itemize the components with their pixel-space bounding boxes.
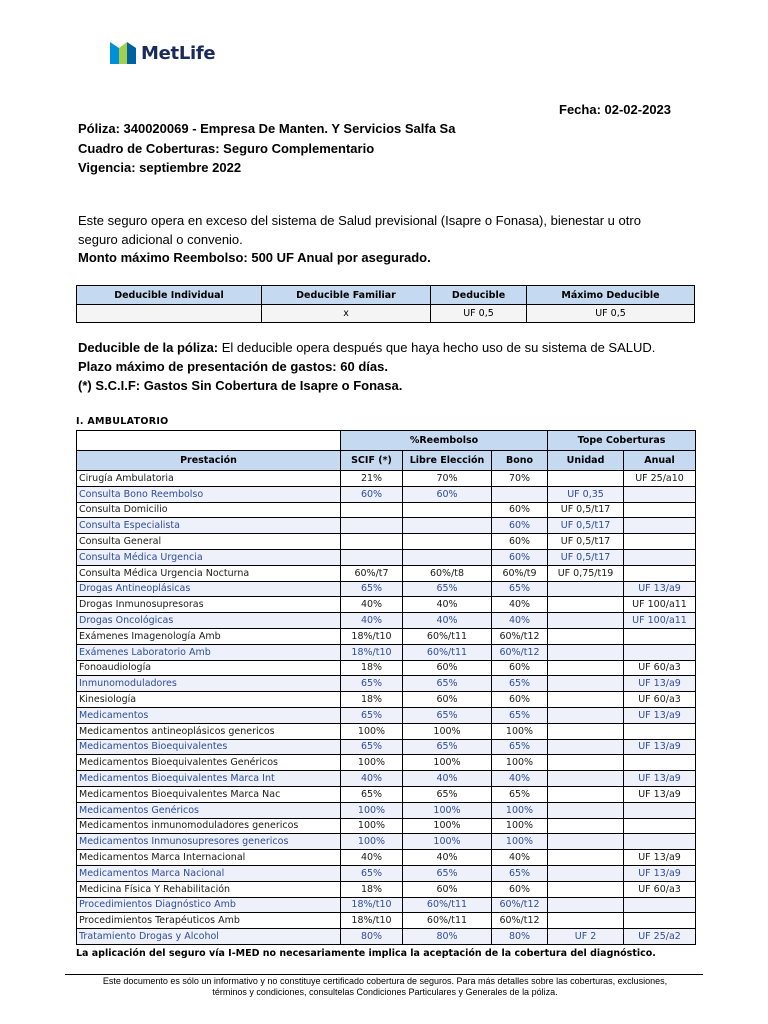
value-cell: 65% xyxy=(341,786,403,802)
value-cell xyxy=(624,802,696,818)
value-cell xyxy=(624,502,696,518)
value-cell: 60% xyxy=(492,660,548,676)
claim-deadline: Plazo máximo de presentación de gastos: 60 días. xyxy=(78,359,388,374)
footer-line-1: Este documento es sólo un informativo y no constituye certificado cobertura de seguros. Para más detalles sobre las coberturas, exclusiones, xyxy=(102,976,668,986)
deductible-value-row xyxy=(77,305,695,323)
value-cell: 65% xyxy=(341,581,403,597)
value-cell: 60%/t7 xyxy=(341,565,403,581)
table-row xyxy=(77,613,696,629)
value-cell xyxy=(548,471,624,487)
value-cell: 70% xyxy=(492,471,548,487)
value-cell xyxy=(624,897,696,913)
prestacion-cell: Tratamiento Drogas y Alcohol xyxy=(77,929,341,945)
table-row xyxy=(77,628,696,644)
value-cell: 80% xyxy=(403,929,492,945)
value-cell: 60%/t12 xyxy=(492,913,548,929)
deductible-note-text: El deducible opera después que haya hecho uso de su sistema de SALUD. xyxy=(218,340,656,355)
value-cell: 40% xyxy=(492,613,548,629)
value-cell xyxy=(548,644,624,660)
prestacion-cell: Drogas Inmunosupresoras xyxy=(77,597,341,613)
value-cell xyxy=(548,786,624,802)
validity: Vigencia: septiembre 2022 xyxy=(78,160,242,175)
coverage-header-row xyxy=(77,451,696,471)
value-cell xyxy=(403,502,492,518)
value-cell: UF 0,5/t17 xyxy=(548,534,624,550)
prestacion-cell: Exámenes Laboratorio Amb xyxy=(77,644,341,660)
value-cell: 18%/t10 xyxy=(341,897,403,913)
value-cell: 40% xyxy=(403,613,492,629)
table-row xyxy=(77,581,696,597)
value-cell: 65% xyxy=(341,707,403,723)
value-cell xyxy=(548,771,624,787)
value-cell: 100% xyxy=(403,834,492,850)
value-cell: UF 0,5/t17 xyxy=(548,502,624,518)
deductible-header: Deducible Familiar xyxy=(262,286,431,305)
deductible-header-row xyxy=(77,286,695,305)
prestacion-cell: Cirugía Ambulatoria xyxy=(77,471,341,487)
value-cell: 65% xyxy=(403,581,492,597)
value-cell: 60%/t11 xyxy=(403,897,492,913)
section-title: I. AMBULATORIO xyxy=(76,416,169,427)
prestacion-cell: Medicamentos Inmunosupresores genericos xyxy=(77,834,341,850)
value-cell xyxy=(548,802,624,818)
value-cell xyxy=(548,913,624,929)
value-cell: 65% xyxy=(492,581,548,597)
value-cell: UF 100/a11 xyxy=(624,597,696,613)
value-cell xyxy=(548,613,624,629)
prestacion-cell: Consulta Especialista xyxy=(77,518,341,534)
coverage-body xyxy=(77,471,696,945)
table-row xyxy=(77,818,696,834)
value-cell xyxy=(492,486,548,502)
value-cell xyxy=(624,834,696,850)
value-cell: 40% xyxy=(403,850,492,866)
value-cell: 65% xyxy=(403,739,492,755)
value-cell: 65% xyxy=(341,865,403,881)
value-cell: 100% xyxy=(492,802,548,818)
table-row xyxy=(77,676,696,692)
table-row xyxy=(77,660,696,676)
value-cell: UF 60/a3 xyxy=(624,881,696,897)
value-cell: 18%/t10 xyxy=(341,628,403,644)
value-cell: 60%/t8 xyxy=(403,565,492,581)
prestacion-cell: Medicamentos xyxy=(77,707,341,723)
prestacion-cell: Procedimientos Diagnóstico Amb xyxy=(77,897,341,913)
table-row xyxy=(77,771,696,787)
metlife-logo xyxy=(110,42,215,64)
value-cell: 60% xyxy=(403,881,492,897)
value-cell xyxy=(548,660,624,676)
table-row xyxy=(77,707,696,723)
value-cell: UF 25/a10 xyxy=(624,471,696,487)
prestacion-cell: Medicamentos antineoplásicos genericos xyxy=(77,723,341,739)
value-cell xyxy=(403,549,492,565)
prestacion-cell: Medicamentos inmunomoduladores genericos xyxy=(77,818,341,834)
col-scif: SCIF (*) xyxy=(341,451,403,471)
table-row xyxy=(77,471,696,487)
deductible-cell: x xyxy=(262,305,431,323)
value-cell: 40% xyxy=(341,597,403,613)
value-cell: 60% xyxy=(492,534,548,550)
deductible-header: Deducible Individual xyxy=(77,286,262,305)
value-cell: 60% xyxy=(492,518,548,534)
table-row xyxy=(77,644,696,660)
value-cell: UF 13/a9 xyxy=(624,581,696,597)
prestacion-cell: Medicamentos Bioequivalentes Genéricos xyxy=(77,755,341,771)
blank-header xyxy=(77,431,341,451)
value-cell: 60% xyxy=(492,692,548,708)
table-row xyxy=(77,739,696,755)
value-cell xyxy=(624,518,696,534)
value-cell: 18% xyxy=(341,881,403,897)
col-anual: Anual xyxy=(624,451,696,471)
value-cell xyxy=(548,850,624,866)
table-row xyxy=(77,486,696,502)
col-unidad: Unidad xyxy=(548,451,624,471)
value-cell xyxy=(624,913,696,929)
value-cell xyxy=(548,739,624,755)
value-cell xyxy=(403,534,492,550)
value-cell xyxy=(548,628,624,644)
table-row xyxy=(77,755,696,771)
value-cell: 100% xyxy=(403,802,492,818)
value-cell: 40% xyxy=(492,597,548,613)
value-cell xyxy=(624,486,696,502)
value-cell: 60% xyxy=(403,486,492,502)
value-cell: UF 60/a3 xyxy=(624,692,696,708)
value-cell xyxy=(341,534,403,550)
value-cell: UF 13/a9 xyxy=(624,739,696,755)
brand-name: MetLife xyxy=(141,42,216,64)
table-row xyxy=(77,518,696,534)
value-cell: 65% xyxy=(492,676,548,692)
max-reimbursement: Monto máximo Reembolso: 500 UF Anual por asegurado. xyxy=(78,250,431,265)
value-cell: 18%/t10 xyxy=(341,644,403,660)
metlife-logo-icon xyxy=(110,42,136,64)
value-cell: 60% xyxy=(492,881,548,897)
footer-line-2: términos y condiciones, consultelas Condiciones Particulares y Generales de la póliza. xyxy=(212,987,558,997)
value-cell: 40% xyxy=(341,850,403,866)
value-cell xyxy=(548,897,624,913)
value-cell xyxy=(624,534,696,550)
value-cell: UF 13/a9 xyxy=(624,865,696,881)
value-cell: 60% xyxy=(341,486,403,502)
prestacion-cell: Consulta General xyxy=(77,534,341,550)
prestacion-cell: Medicamentos Genéricos xyxy=(77,802,341,818)
value-cell: UF 0,35 xyxy=(548,486,624,502)
table-row xyxy=(77,565,696,581)
coverage-table xyxy=(76,430,696,945)
prestacion-cell: Fonoaudiología xyxy=(77,660,341,676)
deductible-header: Máximo Deducible xyxy=(527,286,695,305)
document-date: Fecha: 02-02-2023 xyxy=(559,102,672,117)
value-cell: UF 13/a9 xyxy=(624,676,696,692)
value-cell: 60%/t11 xyxy=(403,644,492,660)
deductible-table xyxy=(76,285,695,323)
value-cell: 100% xyxy=(403,818,492,834)
value-cell xyxy=(341,502,403,518)
value-cell xyxy=(341,549,403,565)
value-cell: 40% xyxy=(403,771,492,787)
value-cell xyxy=(548,707,624,723)
value-cell xyxy=(548,881,624,897)
value-cell: 40% xyxy=(492,771,548,787)
scif-note: (*) S.C.I.F: Gastos Sin Cobertura de Isapre o Fonasa. xyxy=(78,378,403,393)
value-cell: 65% xyxy=(403,707,492,723)
value-cell xyxy=(624,755,696,771)
value-cell: 60%/t11 xyxy=(403,628,492,644)
table-row xyxy=(77,897,696,913)
value-cell: 100% xyxy=(492,818,548,834)
value-cell: 40% xyxy=(492,850,548,866)
table-row xyxy=(77,502,696,518)
value-cell: UF 60/a3 xyxy=(624,660,696,676)
value-cell: 65% xyxy=(492,865,548,881)
prestacion-cell: Medicamentos Bioequivalentes Marca Int xyxy=(77,771,341,787)
value-cell xyxy=(548,692,624,708)
table-row xyxy=(77,786,696,802)
table-row xyxy=(77,692,696,708)
value-cell: 70% xyxy=(403,471,492,487)
col-bono: Bono xyxy=(492,451,548,471)
table-row xyxy=(77,549,696,565)
value-cell: 60%/t12 xyxy=(492,897,548,913)
value-cell: 65% xyxy=(403,865,492,881)
value-cell: 100% xyxy=(341,818,403,834)
prestacion-cell: Inmunomoduladores xyxy=(77,676,341,692)
value-cell: 18% xyxy=(341,660,403,676)
value-cell xyxy=(403,518,492,534)
value-cell xyxy=(548,676,624,692)
value-cell: 100% xyxy=(341,755,403,771)
prestacion-cell: Consulta Médica Urgencia Nocturna xyxy=(77,565,341,581)
col-prestacion: Prestación xyxy=(77,451,341,471)
deductible-header: Deducible xyxy=(431,286,527,305)
value-cell: 40% xyxy=(341,771,403,787)
value-cell xyxy=(624,565,696,581)
value-cell xyxy=(548,834,624,850)
value-cell: 100% xyxy=(341,834,403,850)
prestacion-cell: Procedimientos Terapéuticos Amb xyxy=(77,913,341,929)
coverage-title: Cuadro de Coberturas: Seguro Complementario xyxy=(78,141,375,156)
value-cell: 60%/t12 xyxy=(492,628,548,644)
value-cell: 60% xyxy=(403,660,492,676)
value-cell: 65% xyxy=(492,739,548,755)
prestacion-cell: Medicina Física Y Rehabilitación xyxy=(77,881,341,897)
table-row xyxy=(77,881,696,897)
value-cell xyxy=(624,628,696,644)
value-cell: UF 0,75/t19 xyxy=(548,565,624,581)
deductible-note xyxy=(78,340,655,355)
value-cell: 100% xyxy=(492,755,548,771)
value-cell: 100% xyxy=(403,755,492,771)
prestacion-cell: Consulta Domicilio xyxy=(77,502,341,518)
table-row xyxy=(77,597,696,613)
value-cell: UF 0,5/t17 xyxy=(548,518,624,534)
value-cell xyxy=(548,723,624,739)
prestacion-cell: Drogas Oncológicas xyxy=(77,613,341,629)
value-cell: 18% xyxy=(341,692,403,708)
table-row xyxy=(77,929,696,945)
deductible-cell: UF 0,5 xyxy=(527,305,695,323)
value-cell: 60% xyxy=(403,692,492,708)
value-cell: 18%/t10 xyxy=(341,913,403,929)
group-tope: Tope Coberturas xyxy=(548,431,696,451)
value-cell: 40% xyxy=(403,597,492,613)
deductible-cell: UF 0,5 xyxy=(431,305,527,323)
value-cell: 100% xyxy=(403,723,492,739)
value-cell: 100% xyxy=(341,802,403,818)
value-cell xyxy=(624,549,696,565)
table-row xyxy=(77,802,696,818)
value-cell: 40% xyxy=(341,613,403,629)
value-cell xyxy=(548,581,624,597)
prestacion-cell: Drogas Antineoplásicas xyxy=(77,581,341,597)
prestacion-cell: Medicamentos Marca Nacional xyxy=(77,865,341,881)
value-cell xyxy=(548,597,624,613)
policy-number: Póliza: 340020069 - Empresa De Manten. Y Servicios Salfa Sa xyxy=(78,121,456,136)
value-cell: 65% xyxy=(403,676,492,692)
value-cell: 65% xyxy=(341,739,403,755)
footer-divider xyxy=(65,974,703,975)
value-cell: 60% xyxy=(492,502,548,518)
intro-line-2: seguro adicional o convenio. xyxy=(78,232,243,247)
table-row xyxy=(77,850,696,866)
value-cell: UF 13/a9 xyxy=(624,786,696,802)
table-row xyxy=(77,534,696,550)
prestacion-cell: Medicamentos Bioequivalentes xyxy=(77,739,341,755)
value-cell: 60%/t12 xyxy=(492,644,548,660)
value-cell: UF 100/a11 xyxy=(624,613,696,629)
value-cell: 21% xyxy=(341,471,403,487)
value-cell: UF 2 xyxy=(548,929,624,945)
value-cell: 100% xyxy=(492,723,548,739)
prestacion-cell: Exámenes Imagenología Amb xyxy=(77,628,341,644)
value-cell xyxy=(548,755,624,771)
table-row xyxy=(77,834,696,850)
footer-disclaimer xyxy=(70,976,700,998)
value-cell: 65% xyxy=(403,786,492,802)
value-cell: 65% xyxy=(492,707,548,723)
value-cell: 60%/t11 xyxy=(403,913,492,929)
value-cell xyxy=(624,644,696,660)
value-cell: 60%/t9 xyxy=(492,565,548,581)
value-cell: 100% xyxy=(492,834,548,850)
value-cell xyxy=(624,723,696,739)
value-cell: UF 0,5/t17 xyxy=(548,549,624,565)
value-cell: UF 13/a9 xyxy=(624,707,696,723)
value-cell: UF 13/a9 xyxy=(624,771,696,787)
value-cell: 100% xyxy=(341,723,403,739)
value-cell: 65% xyxy=(492,786,548,802)
deductible-note-label: Deducible de la póliza: xyxy=(78,340,219,355)
intro-line-1: Este seguro opera en exceso del sistema de Salud previsional (Isapre o Fonasa), bienestar u otro xyxy=(78,213,641,228)
prestacion-cell: Medicamentos Bioequivalentes Marca Nac xyxy=(77,786,341,802)
value-cell xyxy=(548,818,624,834)
value-cell: 80% xyxy=(492,929,548,945)
value-cell: 60% xyxy=(492,549,548,565)
prestacion-cell: Consulta Médica Urgencia xyxy=(77,549,341,565)
prestacion-cell: Medicamentos Marca Internacional xyxy=(77,850,341,866)
group-reembolso: %Reembolso xyxy=(341,431,548,451)
value-cell xyxy=(548,865,624,881)
table-row xyxy=(77,913,696,929)
value-cell: UF 25/a2 xyxy=(624,929,696,945)
col-libre-eleccion: Libre Elección xyxy=(403,451,492,471)
table-row xyxy=(77,865,696,881)
value-cell xyxy=(624,818,696,834)
value-cell xyxy=(341,518,403,534)
imed-notice: La aplicación del seguro vía I-MED no necesariamente implica la aceptación de la cobertura del diagnóstico. xyxy=(76,948,656,959)
value-cell: UF 13/a9 xyxy=(624,850,696,866)
table-row xyxy=(77,723,696,739)
prestacion-cell: Kinesiología xyxy=(77,692,341,708)
value-cell: 65% xyxy=(341,676,403,692)
prestacion-cell: Consulta Bono Reembolso xyxy=(77,486,341,502)
coverage-group-row xyxy=(77,431,696,451)
value-cell: 80% xyxy=(341,929,403,945)
deductible-cell xyxy=(77,305,262,323)
